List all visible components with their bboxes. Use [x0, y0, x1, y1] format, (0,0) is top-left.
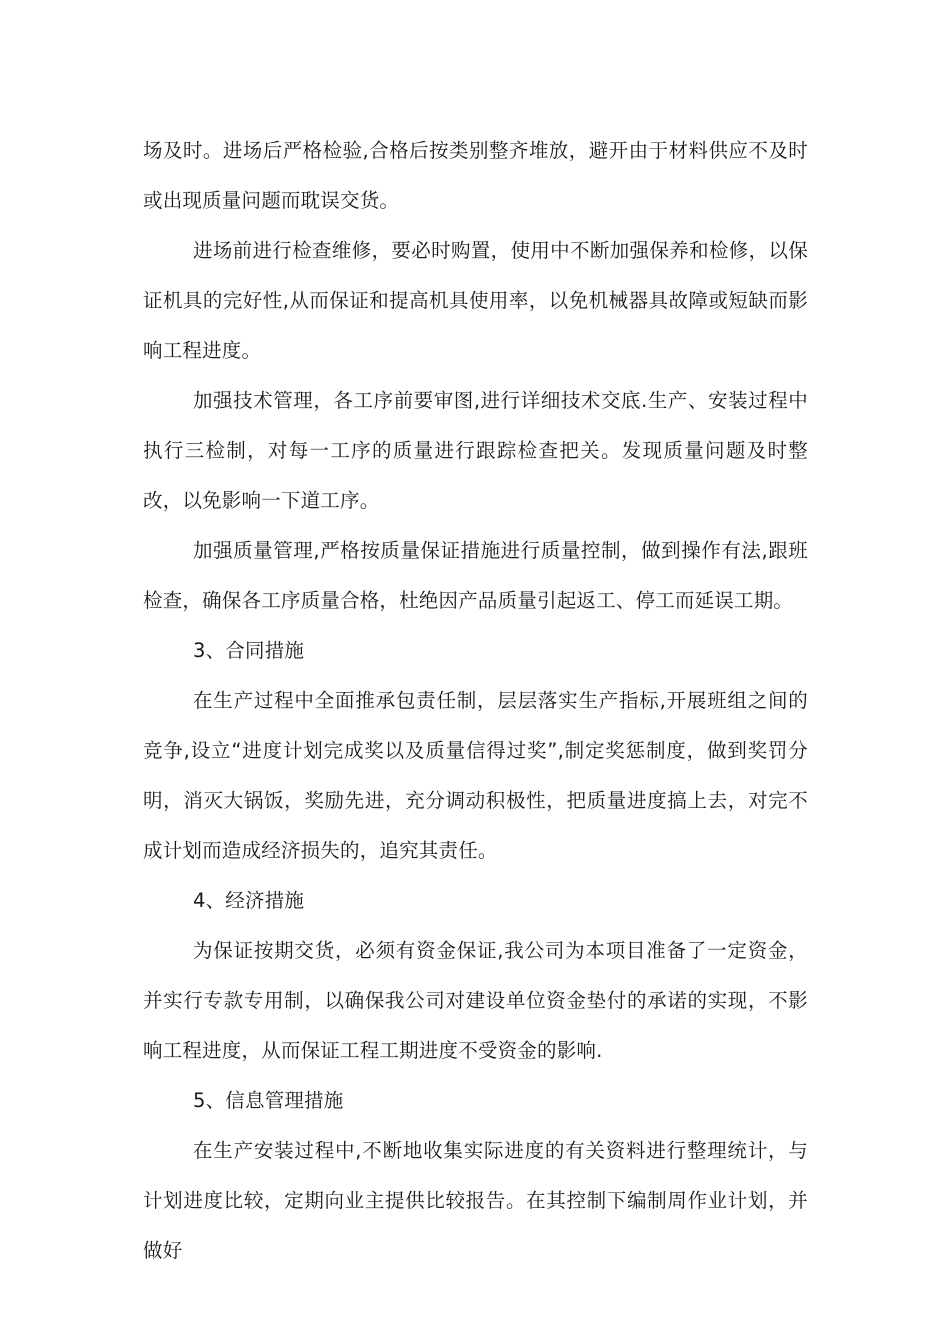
paragraph-contract-measures: 在生产过程中全面推承包责任制，层层落实生产指标,开展班组之间的竞争,设立“进度计划完成奖以及质量信得过奖”,制定奖惩制度，做到奖罚分明，消灭大锅饭，奖励先进，充分调动积极性，把质量进度搞上去，对完不成计划而造成经济损失的，追究其责任。	[143, 689, 808, 862]
paragraph-quality-management: 加强质量管理,严格按质量保证措施进行质量控制，做到操作有法,跟班检查，确保各工序质量合格，杜绝因产品质量引起返工、停工而延误工期。	[143, 539, 808, 612]
section-heading-information-management: 5、信息管理措施	[193, 1089, 344, 1112]
document-body	[143, 126, 808, 1276]
paragraph-materials-continued: 场及时。进场后严格检验,合格后按类别整齐堆放，避开由于材料供应不及时或出现质量问题而耽误交货。	[143, 139, 808, 212]
paragraph-economic-measures: 为保证按期交货，必须有资金保证,我公司为本项目准备了一定资金，并实行专款专用制，以确保我公司对建设单位资金垫付的承诺的实现，不影响工程进度，从而保证工程工期进度不受资金的影响.	[143, 939, 808, 1062]
section-heading-economic-measures: 4、经济措施	[193, 889, 305, 912]
section-heading-contract-measures: 3、合同措施	[193, 639, 305, 662]
paragraph-information-management: 在生产安装过程中,不断地收集实际进度的有关资料进行整理统计，与计划进度比较，定期向业主提供比较报告。在其控制下编制周作业计划，并做好	[143, 1139, 808, 1262]
paragraph-equipment-maintenance: 进场前进行检查维修，要必时购置，使用中不断加强保养和检修，以保证机具的完好性,从而保证和提高机具使用率，以免机械器具故障或短缺而影响工程进度。	[143, 239, 808, 362]
paragraph-technical-management: 加强技术管理，各工序前要审图,进行详细技术交底.生产、安装过程中执行三检制，对每一工序的质量进行跟踪检查把关。发现质量问题及时整改，以免影响一下道工序。	[143, 389, 808, 512]
